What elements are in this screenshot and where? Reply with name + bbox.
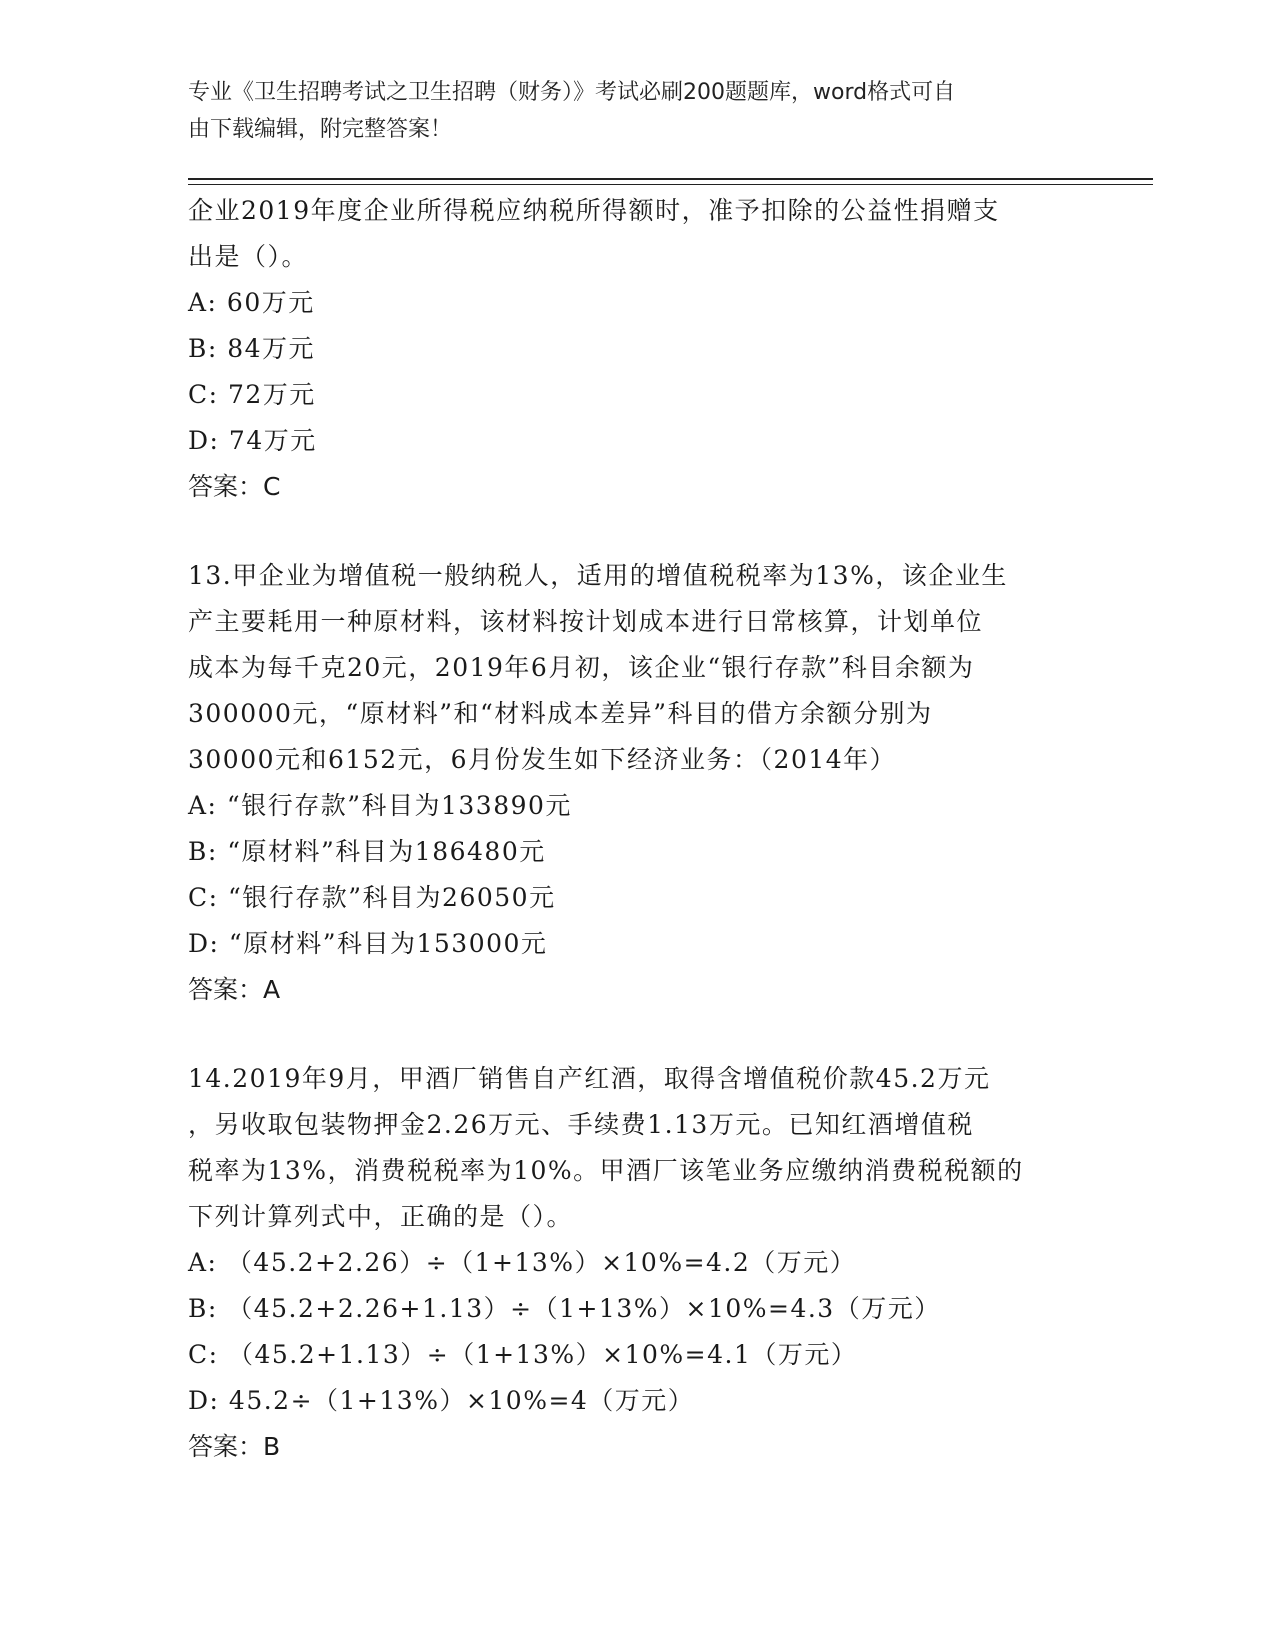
question-stem-line: 成本为每千克20元，2019年6月初，该企业“银行存款”科目余额为 — [188, 653, 975, 682]
option-b: B: 84万元 — [188, 334, 316, 363]
header-line-1: 专业《卫生招聘考试之卫生招聘（财务）》考试必刷200题题库，word格式可自 — [188, 80, 956, 105]
question-stem-line: 出是（）。 — [188, 242, 309, 271]
header-line-2: 由下载编辑，附完整答案！ — [188, 117, 453, 142]
answer-label: 答案：A — [188, 975, 281, 1004]
option-d: D: “原材料”科目为153000元 — [188, 929, 548, 958]
option-c: C: “银行存款”科目为26050元 — [188, 883, 556, 912]
answer-label: 答案：C — [188, 472, 281, 501]
option-c: C: 72万元 — [188, 380, 316, 409]
header-rule-thin — [188, 184, 1153, 185]
document-header — [188, 74, 1068, 148]
option-a: A: 60万元 — [188, 288, 315, 317]
question-stem-line: 13.甲企业为增值税一般纳税人，适用的增值税税率为13%，该企业生 — [188, 561, 1008, 590]
answer-label: 答案：B — [188, 1432, 281, 1461]
question-stem-line: ，另收取包装物押金2.26万元、手续费1.13万元。已知红酒增值税 — [188, 1110, 974, 1139]
option-d: D: 74万元 — [188, 426, 317, 455]
question-stem-line: 下列计算列式中，正确的是（）。 — [188, 1202, 574, 1231]
option-b: B: （45.2+2.26+1.13）÷（1+13%）×10%=4.3（万元） — [188, 1294, 941, 1323]
option-a: A: （45.2+2.26）÷（1+13%）×10%=4.2（万元） — [188, 1248, 857, 1277]
option-b: B: “原材料”科目为186480元 — [188, 837, 546, 866]
question-stem-line: 产主要耗用一种原材料，该材料按计划成本进行日常核算，计划单位 — [188, 607, 984, 636]
question-stem-line: 30000元和6152元，6月份发生如下经济业务：（2014年） — [188, 745, 897, 774]
question-12 — [188, 188, 1088, 510]
question-stem-line: 税率为13%，消费税税率为10%。甲酒厂该笔业务应缴纳消费税税额的 — [188, 1156, 1024, 1185]
document-body — [188, 188, 1088, 1470]
question-stem-line: 300000元，“原材料”和“材料成本差异”科目的借方余额分别为 — [188, 699, 933, 728]
question-stem-line: 企业2019年度企业所得税应纳税所得额时，准予扣除的公益性捐赠支 — [188, 196, 1000, 225]
option-d: D: 45.2÷（1+13%）×10%=4（万元） — [188, 1386, 695, 1415]
question-13 — [188, 553, 1088, 1013]
option-a: A: “银行存款”科目为133890元 — [188, 791, 572, 820]
option-c: C: （45.2+1.13）÷（1+13%）×10%=4.1（万元） — [188, 1340, 858, 1369]
question-stem-line: 14.2019年9月，甲酒厂销售自产红酒，取得含增值税价款45.2万元 — [188, 1064, 991, 1093]
question-14 — [188, 1056, 1088, 1470]
header-rule-thick — [188, 178, 1153, 180]
